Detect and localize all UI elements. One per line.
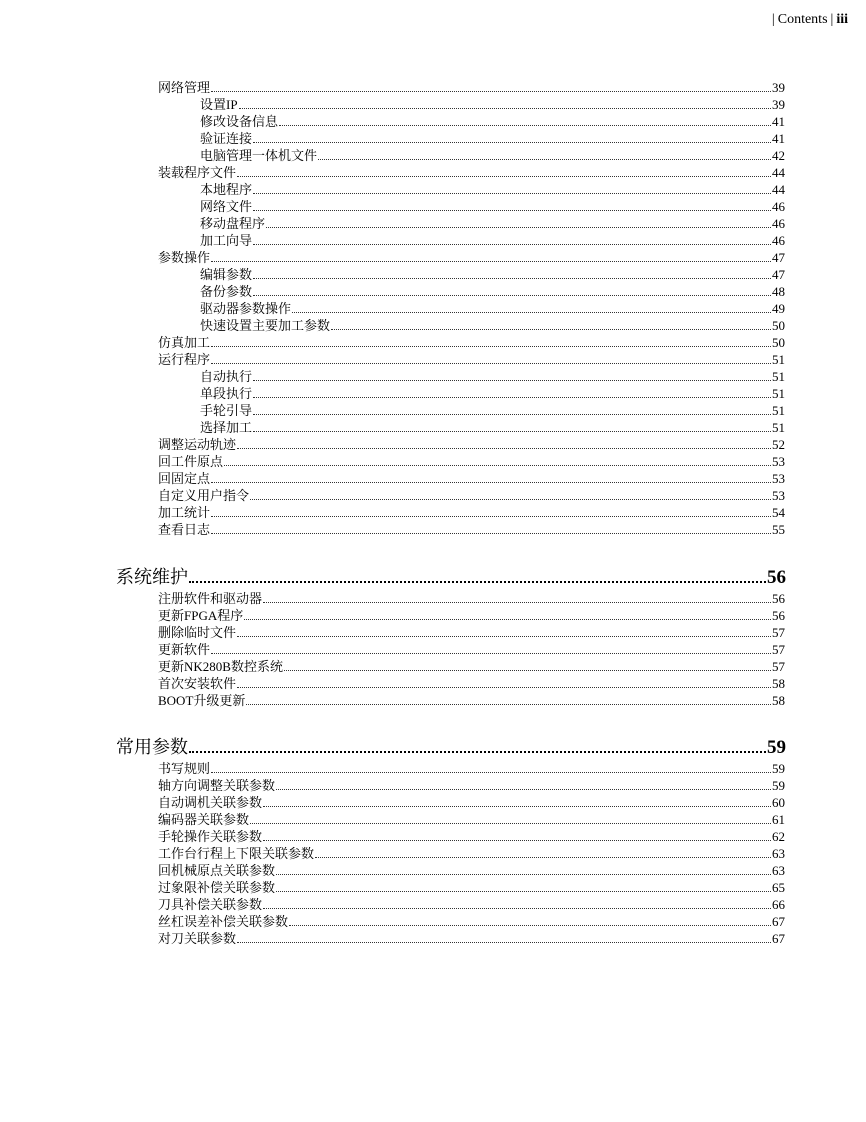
dot-leader	[263, 840, 771, 841]
dot-leader	[253, 244, 771, 245]
toc-entry-page-number: 46	[772, 233, 785, 248]
toc-entry-page-number: 56	[772, 591, 785, 606]
header-page-number: iii	[836, 12, 848, 27]
toc-entry-page-number: 44	[772, 165, 785, 180]
toc-section-heading[interactable]	[116, 736, 786, 760]
toc-entry[interactable]	[200, 215, 785, 232]
dot-leader	[239, 108, 771, 109]
toc-entry-page-number: 39	[772, 97, 785, 112]
toc-entry-title: 刀具补偿关联参数	[158, 897, 263, 912]
toc-entry[interactable]	[158, 436, 785, 453]
toc-entry-title: 丝杠误差补偿关联参数	[158, 914, 289, 929]
toc-entry-page-number: 53	[772, 454, 785, 469]
toc-entry[interactable]	[200, 130, 785, 147]
toc-entry-title: 调整运动轨迹	[158, 437, 237, 452]
dot-leader	[189, 581, 766, 583]
toc-entry[interactable]	[158, 453, 785, 470]
toc-entry[interactable]	[158, 930, 785, 947]
toc-entry-page-number: 54	[772, 505, 785, 520]
dot-leader	[211, 482, 771, 483]
section-title: 常用参数	[116, 737, 188, 758]
dot-leader	[292, 312, 771, 313]
dot-leader	[253, 397, 771, 398]
toc-entry-page-number: 66	[772, 897, 785, 912]
dot-leader	[211, 533, 771, 534]
toc-entry[interactable]	[200, 385, 785, 402]
toc-entry-page-number: 53	[772, 471, 785, 486]
toc-entry-page-number: 48	[772, 284, 785, 299]
toc-entry[interactable]	[158, 164, 785, 181]
toc-entry-title: 更新软件	[158, 642, 211, 657]
toc-entry-title: BOOT升级更新	[158, 693, 246, 708]
toc-entry-title: 对刀关联参数	[158, 931, 237, 946]
toc-entry-title: 加工统计	[158, 505, 211, 520]
dot-leader	[263, 908, 771, 909]
toc-entry-title: 网络管理	[158, 80, 211, 95]
dot-leader	[189, 751, 766, 753]
toc-entry-title: 手轮引导	[200, 403, 253, 418]
toc-entry-title: 更新NK280B数控系统	[158, 659, 283, 674]
toc-entry-page-number: 50	[772, 335, 785, 350]
toc-entry[interactable]	[200, 147, 785, 164]
toc-entry-page-number: 63	[772, 846, 785, 861]
toc-entry[interactable]	[158, 896, 785, 913]
toc-entry[interactable]	[158, 811, 785, 828]
dot-leader	[318, 159, 771, 160]
section-page-number: 56	[767, 567, 786, 588]
toc-entry-title: 参数操作	[158, 250, 211, 265]
toc-entry-title: 加工向导	[200, 233, 253, 248]
toc-entry-page-number: 41	[772, 131, 785, 146]
dot-leader	[211, 363, 771, 364]
dot-leader	[253, 142, 771, 143]
toc-entry-page-number: 44	[772, 182, 785, 197]
toc-entry-title: 运行程序	[158, 352, 211, 367]
toc-entry-page-number: 42	[772, 148, 785, 163]
toc-entry[interactable]	[200, 300, 785, 317]
toc-entry[interactable]	[200, 368, 785, 385]
toc-entry[interactable]	[158, 334, 785, 351]
dot-leader	[237, 942, 771, 943]
toc-entry-page-number: 47	[772, 250, 785, 265]
toc-entry-page-number: 49	[772, 301, 785, 316]
toc-entry[interactable]	[200, 181, 785, 198]
toc-entry-title: 回工件原点	[158, 454, 224, 469]
toc-entry-page-number: 59	[772, 778, 785, 793]
dot-leader	[263, 806, 771, 807]
toc-entry-page-number: 60	[772, 795, 785, 810]
toc-entry-page-number: 58	[772, 693, 785, 708]
toc-entry[interactable]	[158, 845, 785, 862]
toc-entry-page-number: 67	[772, 931, 785, 946]
toc-entry-title: 验证连接	[200, 131, 253, 146]
toc-entry[interactable]	[158, 504, 785, 521]
toc-entry-page-number: 57	[772, 625, 785, 640]
header-section-label: Contents	[777, 12, 828, 27]
toc-entry-title: 编码器关联参数	[158, 812, 250, 827]
dot-leader	[250, 499, 771, 500]
toc-entry[interactable]	[158, 658, 785, 675]
toc-entry-title: 装载程序文件	[158, 165, 237, 180]
dot-leader	[253, 210, 771, 211]
dot-leader	[224, 465, 771, 466]
toc-entry[interactable]	[200, 96, 785, 113]
toc-entry-page-number: 63	[772, 863, 785, 878]
dot-leader	[237, 687, 771, 688]
toc-entry[interactable]	[158, 862, 785, 879]
toc-entry-title: 设置IP	[200, 97, 238, 112]
toc-entry-title: 手轮操作关联参数	[158, 829, 263, 844]
dot-leader	[276, 891, 771, 892]
toc-entry-page-number: 61	[772, 812, 785, 827]
toc-entry[interactable]	[200, 198, 785, 215]
toc-entry[interactable]	[158, 879, 785, 896]
toc-entry-title: 删除临时文件	[158, 625, 237, 640]
dot-leader	[289, 925, 771, 926]
toc-entry-title: 快速设置主要加工参数	[200, 318, 331, 333]
toc-entry[interactable]	[200, 232, 785, 249]
toc-entry-page-number: 59	[772, 761, 785, 776]
toc-entry-page-number: 41	[772, 114, 785, 129]
toc-entry[interactable]	[158, 351, 785, 368]
toc-entry[interactable]	[158, 470, 785, 487]
toc-entry[interactable]	[158, 828, 785, 845]
toc-entry-page-number: 47	[772, 267, 785, 282]
dot-leader	[211, 91, 771, 92]
toc-entry[interactable]	[158, 79, 785, 96]
dot-leader	[253, 380, 771, 381]
dot-leader	[211, 261, 771, 262]
toc-entry[interactable]	[158, 692, 785, 709]
dot-leader	[253, 193, 771, 194]
toc-entry-page-number: 53	[772, 488, 785, 503]
toc-entry-page-number: 57	[772, 659, 785, 674]
toc-entry[interactable]	[158, 641, 785, 658]
toc-entry-title: 自动调机关联参数	[158, 795, 263, 810]
toc-section-heading[interactable]	[116, 566, 786, 590]
dot-leader	[266, 227, 771, 228]
toc-entry[interactable]	[158, 521, 785, 538]
toc-entry-title: 首次安装软件	[158, 676, 237, 691]
toc-entry-page-number: 56	[772, 608, 785, 623]
toc-entry-page-number: 58	[772, 676, 785, 691]
toc-entry[interactable]	[200, 266, 785, 283]
dot-leader	[253, 431, 771, 432]
section-title: 系统维护	[116, 567, 188, 588]
toc-entry-title: 自动执行	[200, 369, 253, 384]
toc-entry-title: 编辑参数	[200, 267, 253, 282]
dot-leader	[263, 602, 771, 603]
toc-entry-title: 查看日志	[158, 522, 211, 537]
dot-leader	[237, 176, 771, 177]
toc-entry[interactable]	[158, 675, 785, 692]
toc-entry-page-number: 57	[772, 642, 785, 657]
toc-entry[interactable]	[200, 283, 785, 300]
dot-leader	[253, 278, 771, 279]
toc-entry-title: 回固定点	[158, 471, 211, 486]
toc-entry[interactable]	[158, 794, 785, 811]
toc-entry-title: 选择加工	[200, 420, 253, 435]
dot-leader	[237, 448, 771, 449]
toc-entry-title: 修改设备信息	[200, 114, 279, 129]
dot-leader	[279, 125, 771, 126]
toc-entry-page-number: 62	[772, 829, 785, 844]
toc-entry-page-number: 51	[772, 352, 785, 367]
toc-entry-page-number: 65	[772, 880, 785, 895]
dot-leader	[284, 670, 771, 671]
toc-entry-page-number: 39	[772, 80, 785, 95]
dot-leader	[211, 653, 771, 654]
toc-entry-page-number: 46	[772, 199, 785, 214]
toc-entry-page-number: 51	[772, 420, 785, 435]
toc-entry-title: 过象限补偿关联参数	[158, 880, 276, 895]
toc-entry-title: 网络文件	[200, 199, 253, 214]
toc-entry-page-number: 46	[772, 216, 785, 231]
toc-entry-title: 单段执行	[200, 386, 253, 401]
toc-entry[interactable]	[200, 113, 785, 130]
dot-leader	[246, 704, 771, 705]
toc-entry-title: 移动盘程序	[200, 216, 266, 231]
toc-entry-title: 备份参数	[200, 284, 253, 299]
toc-entry[interactable]	[158, 607, 785, 624]
dot-leader	[250, 823, 771, 824]
toc-entry-page-number: 55	[772, 522, 785, 537]
toc-entry[interactable]	[158, 777, 785, 794]
toc-entry-page-number: 50	[772, 318, 785, 333]
toc-entry-title: 注册软件和驱动器	[158, 591, 263, 606]
toc-entry[interactable]	[158, 590, 785, 607]
toc-entry-page-number: 51	[772, 369, 785, 384]
toc-entry-title: 驱动器参数操作	[200, 301, 292, 316]
toc-entry[interactable]	[200, 419, 785, 436]
toc-entry[interactable]	[158, 760, 785, 777]
toc-entry-title: 本地程序	[200, 182, 253, 197]
dot-leader	[331, 329, 771, 330]
dot-leader	[211, 516, 771, 517]
dot-leader	[253, 295, 771, 296]
toc-entry-page-number: 51	[772, 403, 785, 418]
toc-entry-page-number: 51	[772, 386, 785, 401]
toc-entry[interactable]	[200, 402, 785, 419]
toc-entry[interactable]	[200, 317, 785, 334]
toc-entry-title: 更新FPGA程序	[158, 608, 244, 623]
section-page-number: 59	[767, 737, 786, 758]
toc-entry[interactable]	[158, 624, 785, 641]
toc-entry[interactable]	[158, 913, 785, 930]
running-header: | Contents | iii	[771, 12, 848, 27]
dot-leader	[276, 874, 771, 875]
toc-entry-title: 轴方向调整关联参数	[158, 778, 276, 793]
toc-entry[interactable]	[158, 487, 785, 504]
toc-entry-title: 书写规则	[158, 761, 211, 776]
toc-entry-title: 回机械原点关联参数	[158, 863, 276, 878]
dot-leader	[211, 346, 771, 347]
toc-entry-title: 工作台行程上下限关联参数	[158, 846, 315, 861]
dot-leader	[244, 619, 771, 620]
dot-leader	[211, 772, 771, 773]
toc-entry[interactable]	[158, 249, 785, 266]
dot-leader	[237, 636, 771, 637]
toc-entry-title: 自定义用户指令	[158, 488, 250, 503]
toc-entry-title: 仿真加工	[158, 335, 211, 350]
toc-entry-title: 电脑管理一体机文件	[200, 148, 318, 163]
dot-leader	[315, 857, 771, 858]
toc-entry-page-number: 67	[772, 914, 785, 929]
toc-entry-page-number: 52	[772, 437, 785, 452]
dot-leader	[276, 789, 771, 790]
dot-leader	[253, 414, 771, 415]
